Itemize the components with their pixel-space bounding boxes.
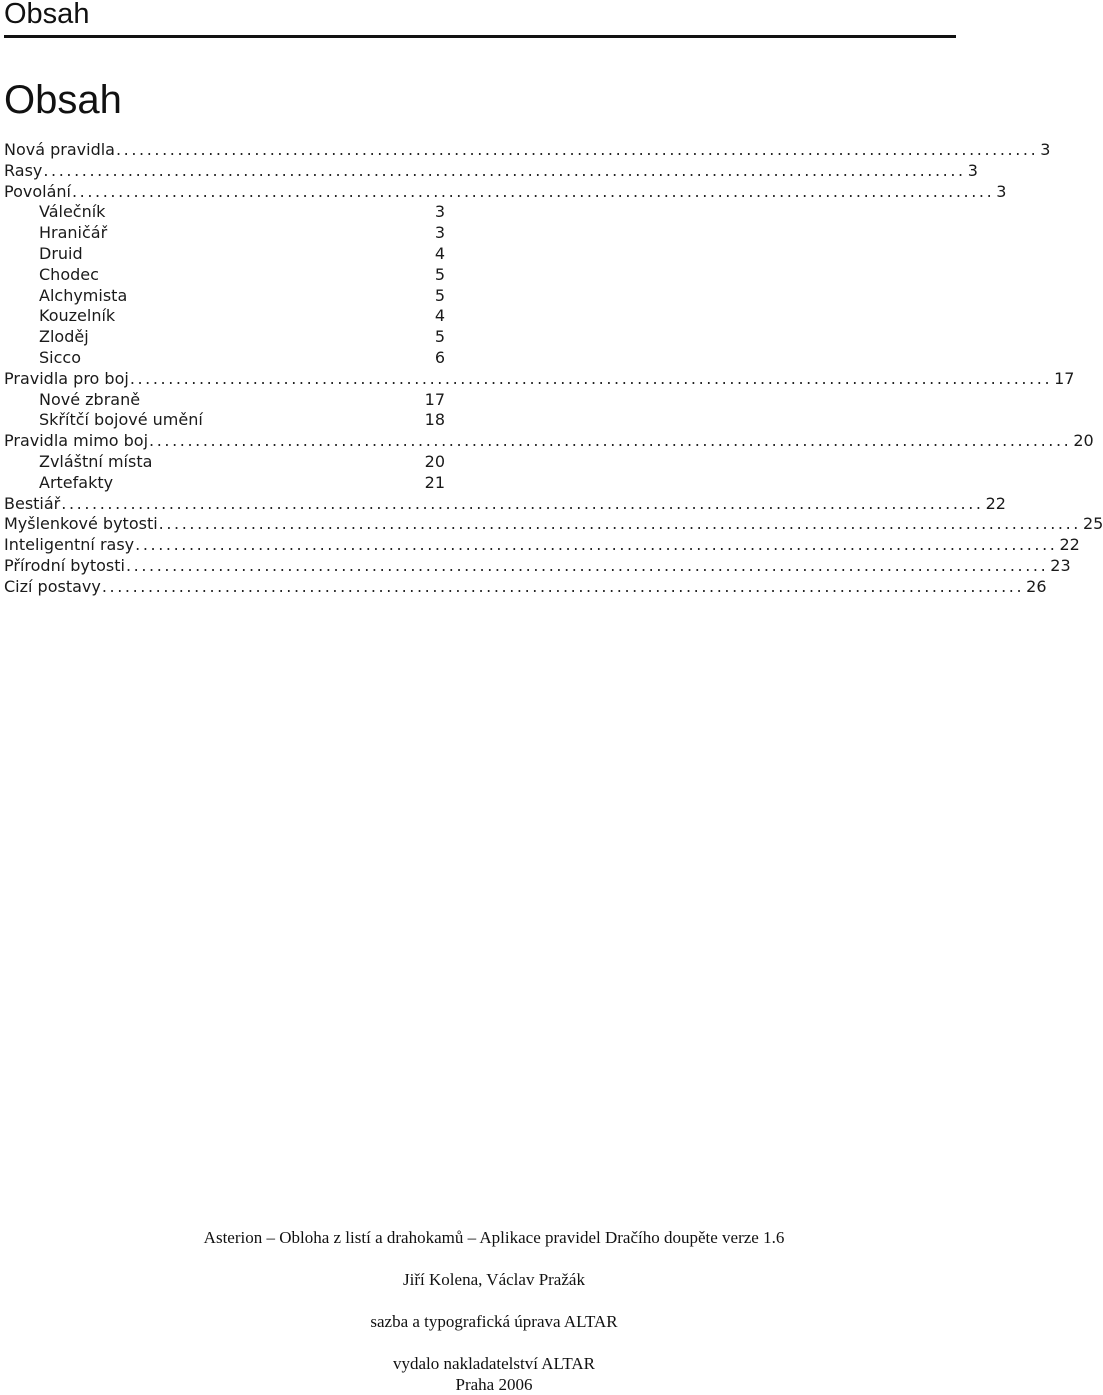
toc-entry-page: 21 <box>424 472 445 492</box>
toc-entry <box>4 493 1006 515</box>
toc-entry <box>4 327 445 348</box>
toc-entry <box>4 576 1047 598</box>
colophon-place-year: Praha 2006 <box>455 1375 533 1394</box>
toc-dot-leader: ........................................................................................................................ <box>115 140 1039 159</box>
toc-entry-label: Nová pravidla <box>4 140 115 159</box>
toc-entry-label: Cizí postavy <box>4 576 101 596</box>
toc-entry-page: 3 <box>434 202 445 222</box>
toc-entry-label: Kouzelník <box>39 306 116 326</box>
toc-entry-label: Alchymista <box>39 285 128 305</box>
toc-entry-label: Válečník <box>39 202 106 222</box>
toc-dot-leader: ........................................................................................................................ <box>135 535 1058 555</box>
toc-entry <box>4 160 978 182</box>
toc-entry-label: Sicco <box>39 347 81 367</box>
toc-entry-page: 17 <box>1054 368 1075 388</box>
toc-entry-label: Druid <box>39 243 83 263</box>
toc-entry-label: Hraničář <box>39 223 108 243</box>
toc-entry-label: Bestiář <box>4 493 61 513</box>
toc-entry-page: 26 <box>1026 576 1047 596</box>
toc-entry-label: Pravidla mimo boj <box>4 431 149 451</box>
toc-entry-page: 3 <box>967 160 978 180</box>
running-head: Obsah <box>4 0 90 30</box>
toc-entry-label: Pravidla pro boj <box>4 368 129 388</box>
toc-entry-label: Zvláštní místa <box>39 451 153 471</box>
toc-entry-page: 6 <box>434 347 445 367</box>
toc-entry <box>4 431 1094 452</box>
toc-entry <box>4 244 445 265</box>
toc-entry <box>4 473 445 494</box>
colophon-publisher: vydalo nakladatelství ALTAR <box>393 1354 595 1373</box>
toc-entry-page: 23 <box>1050 555 1071 575</box>
page-title: Obsah <box>4 78 122 122</box>
toc-entry <box>4 181 1007 203</box>
table-of-contents <box>4 140 1103 598</box>
toc-dot-leader: ........................................................................................................................ <box>61 493 984 513</box>
toc-entry-label: Přírodní bytosti <box>4 555 125 575</box>
toc-entry-label: Nové zbraně <box>39 389 141 409</box>
toc-entry-page: 3 <box>1040 140 1051 159</box>
toc-entry <box>4 348 445 369</box>
toc-entry-page: 22 <box>1059 535 1080 555</box>
toc-entry-page: 5 <box>434 285 445 305</box>
toc-dot-leader: ........................................................................................................................ <box>101 576 1025 596</box>
toc-entry-label: Povolání <box>4 181 71 201</box>
toc-entry-page: 4 <box>434 306 445 326</box>
toc-entry <box>4 390 445 411</box>
toc-entry-label: Artefakty <box>39 472 114 492</box>
toc-entry <box>4 306 445 327</box>
toc-entry-label: Myšlenkové bytosti <box>4 514 158 534</box>
toc-entry-page: 25 <box>1082 514 1103 534</box>
toc-dot-leader: ........................................................................................................................ <box>125 555 1049 575</box>
toc-dot-leader: ........................................................................................................................ <box>71 181 995 201</box>
toc-entry-page: 22 <box>985 493 1006 513</box>
toc-entry <box>4 452 445 473</box>
toc-entry <box>4 514 1103 535</box>
toc-entry-page: 3 <box>434 223 445 243</box>
toc-entry-page: 5 <box>434 264 445 284</box>
toc-entry-page: 5 <box>434 327 445 347</box>
toc-entry-page: 20 <box>1073 431 1094 451</box>
colophon-authors: Jiří Kolena, Václav Pražák <box>403 1270 585 1289</box>
toc-dot-leader: ........................................................................................................................ <box>158 514 1081 534</box>
toc-entry-label: Rasy <box>4 160 43 180</box>
toc-entry <box>4 535 1080 556</box>
toc-entry <box>4 223 445 244</box>
toc-entry-page: 18 <box>424 410 445 430</box>
toc-dot-leader: ........................................................................................................................ <box>129 368 1053 388</box>
toc-entry-label: Inteligentní rasy <box>4 535 135 555</box>
toc-entry <box>4 202 445 223</box>
toc-entry-page: 17 <box>424 389 445 409</box>
colophon-typesetting: sazba a typografická úprava ALTAR <box>370 1312 618 1331</box>
toc-entry-page: 20 <box>424 451 445 471</box>
toc-entry-label: Chodec <box>39 264 99 284</box>
header-rule <box>4 35 956 38</box>
toc-entry <box>4 410 445 431</box>
toc-entry <box>4 265 445 286</box>
toc-entry-page: 3 <box>996 181 1007 201</box>
toc-dot-leader: ........................................................................................................................ <box>43 160 966 180</box>
toc-dot-leader: ........................................................................................................................ <box>149 431 1072 451</box>
toc-entry-label: Zloděj <box>39 327 89 347</box>
toc-entry <box>4 368 1075 390</box>
toc-entry-page: 4 <box>434 243 445 263</box>
toc-entry <box>4 140 1051 161</box>
toc-entry <box>4 286 445 307</box>
toc-entry <box>4 555 1071 577</box>
toc-entry-label: Skřítčí bojové umění <box>39 410 203 430</box>
colophon-title-line: Asterion – Obloha z listí a drahokamů – Aplikace pravidel Dračího doupěte verze 1.6 <box>203 1228 785 1247</box>
